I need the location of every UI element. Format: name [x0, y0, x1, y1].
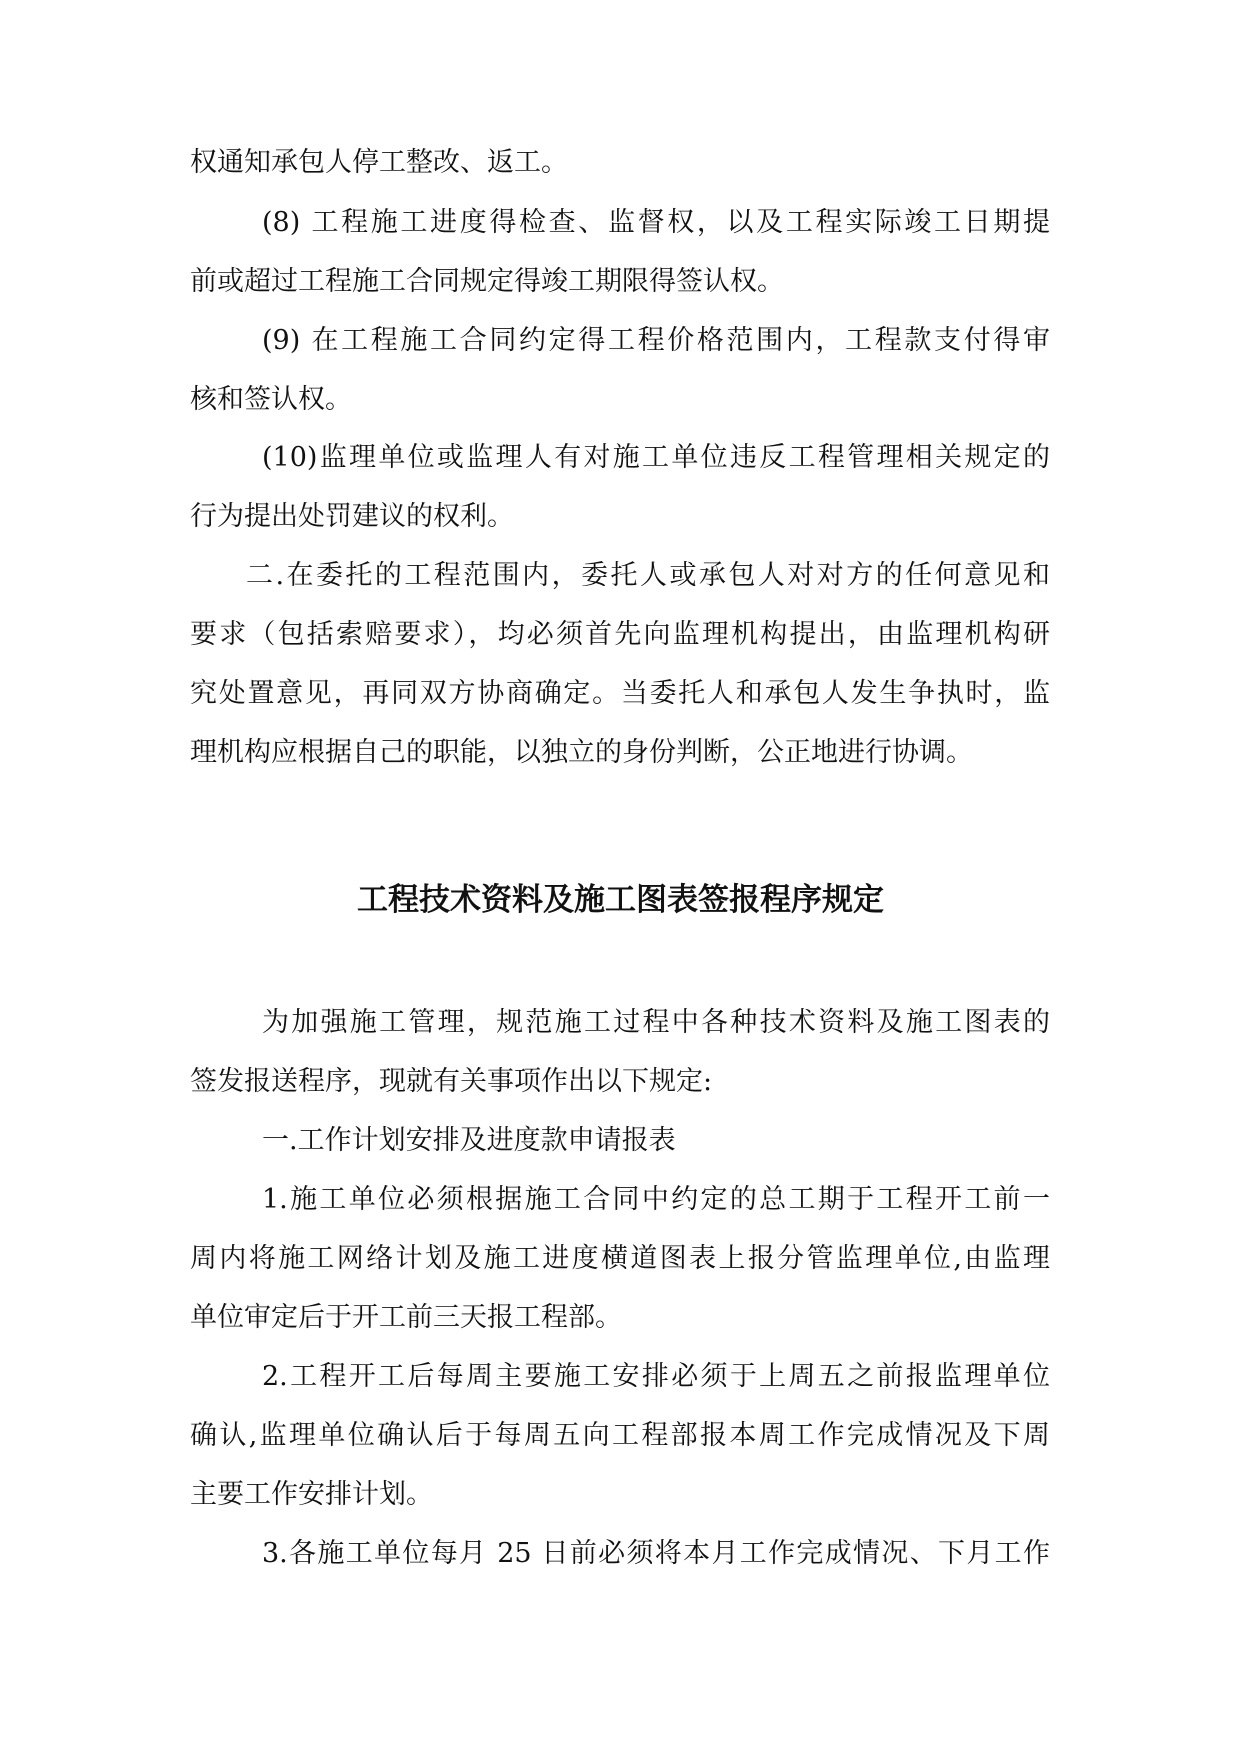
paragraph-line: 周内将施工网络计划及施工进度横道图表上报分管监理单位,由监理 — [190, 1243, 1050, 1274]
paragraph-line: 要求（包括索赔要求），均必须首先向监理机构提出，由监理机构研 — [190, 619, 1050, 650]
paragraph-line: 为加强施工管理，规范施工过程中各种技术资料及施工图表的 — [262, 1007, 1050, 1038]
paragraph-line: 理机构应根据自己的职能，以独立的身份判断，公正地进行协调。 — [190, 737, 973, 768]
paragraph-line: 核和签认权。 — [190, 384, 352, 415]
paragraph-line: 究处置意见，再同双方协商确定。当委托人和承包人发生争执时，监 — [190, 678, 1050, 709]
section-title: 工程技术资料及施工图表签报程序规定 — [357, 882, 884, 918]
paragraph-line: 权通知承包人停工整改、返工。 — [190, 147, 568, 178]
paragraph-line: 确认,监理单位确认后于每周五向工程部报本周工作完成情况及下周 — [190, 1420, 1050, 1451]
paragraph-line: 单位审定后于开工前三天报工程部。 — [190, 1302, 622, 1333]
paragraph-line: 1.施工单位必须根据施工合同中约定的总工期于工程开工前一 — [262, 1184, 1050, 1215]
paragraph-line: 3.各施工单位每月 25 日前必须将本月工作完成情况、下月工作 — [262, 1538, 1050, 1569]
paragraph-line: (10)监理单位或监理人有对施工单位违反工程管理相关规定的 — [262, 442, 1050, 473]
paragraph-line: (8) 工程施工进度得检查、监督权，以及工程实际竣工日期提 — [262, 207, 1050, 238]
paragraph-line: 二.在委托的工程范围内，委托人或承包人对对方的任何意见和 — [246, 560, 1050, 591]
paragraph-line: 行为提出处罚建议的权利。 — [190, 501, 514, 532]
paragraph-line: 签发报送程序，现就有关事项作出以下规定: — [190, 1066, 713, 1097]
subheading-line: 一.工作计划安排及进度款申请报表 — [262, 1125, 676, 1156]
paragraph-line: 主要工作安排计划。 — [190, 1479, 433, 1510]
paragraph-line: (9) 在工程施工合同约定得工程价格范围内，工程款支付得审 — [262, 325, 1050, 356]
paragraph-line: 前或超过工程施工合同规定得竣工期限得签认权。 — [190, 266, 784, 297]
paragraph-line: 2.工程开工后每周主要施工安排必须于上周五之前报监理单位 — [262, 1361, 1050, 1392]
